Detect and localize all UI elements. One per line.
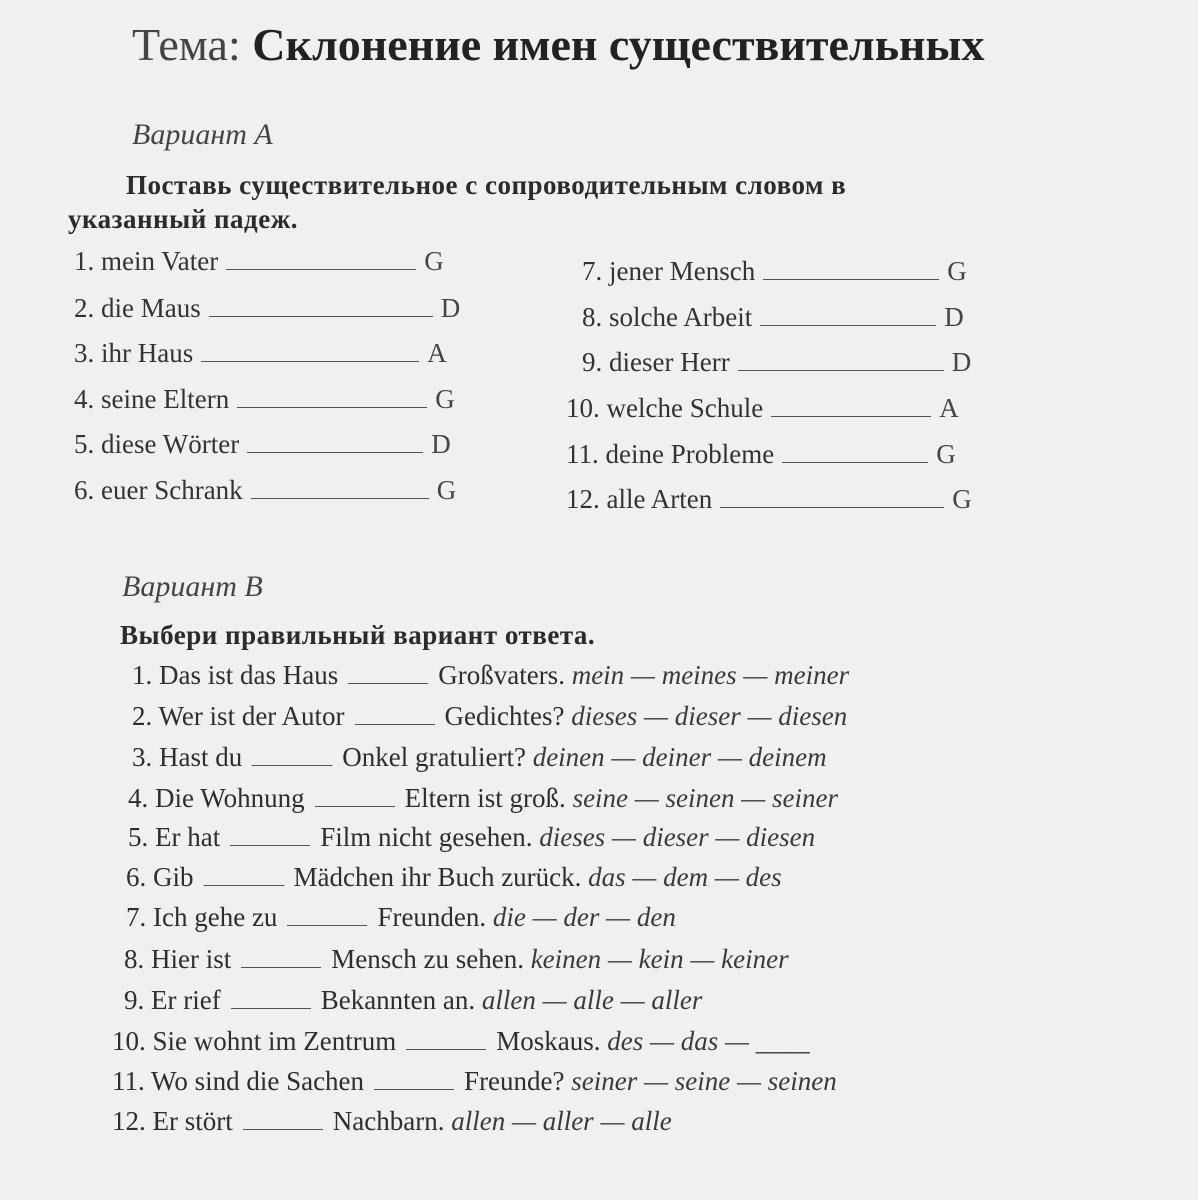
exercise-b-item [126, 862, 782, 893]
item-text: 4. seine Eltern [74, 384, 230, 414]
answer-options: seiner — seine — seinen [571, 1066, 837, 1096]
answer-blank[interactable] [251, 476, 429, 499]
exercise-a-item [566, 439, 956, 470]
exercise-a-item [74, 384, 455, 415]
case-label: D [431, 429, 451, 459]
exercise-a-item [74, 338, 447, 369]
title-label: Тема: [132, 19, 241, 70]
answer-blank[interactable] [241, 947, 321, 968]
answer-blank[interactable] [406, 1029, 486, 1050]
answer-blank[interactable] [230, 825, 310, 846]
exercise-a-item [566, 393, 959, 424]
answer-options: deinen — deiner — deinem [532, 742, 827, 772]
variant-b-instruction: Выбери правильный вариант ответа. [120, 620, 596, 650]
question-start: 11. Wo sind die Sachen [112, 1066, 365, 1096]
exercise-b-item [132, 742, 827, 773]
question-start: 7. Ich gehe zu [126, 902, 278, 932]
answer-blank[interactable] [204, 865, 284, 886]
item-text: 8. solche Arbeit [582, 302, 753, 332]
question-start: 3. Hast du [132, 742, 243, 772]
exercise-a-item [566, 484, 972, 515]
case-label: G [947, 256, 967, 286]
case-label: G [952, 484, 972, 514]
question-end: Onkel gratuliert? [342, 742, 526, 772]
question-start: 4. Die Wohnung [128, 783, 305, 813]
variant-a-heading: Вариант А [132, 118, 273, 151]
exercise-b-item [124, 944, 789, 975]
question-end: Freunde? [464, 1066, 565, 1096]
question-end: Nachbarn. [332, 1106, 445, 1136]
answer-options: seine — seinen — seiner [572, 783, 839, 813]
exercise-b-item [112, 1106, 672, 1137]
item-text: 3. ihr Haus [74, 338, 194, 368]
answer-blank[interactable] [201, 339, 419, 362]
question-end: Mensch zu sehen. [331, 944, 524, 974]
answer-options: die — der — den [492, 902, 676, 932]
page-title [132, 18, 984, 71]
answer-blank[interactable] [237, 385, 427, 408]
item-text: 5. diese Wörter [74, 429, 240, 459]
question-start: 5. Er hat [128, 822, 221, 852]
exercise-a-item [582, 302, 964, 333]
answer-options: mein — meines — meiner [571, 660, 850, 690]
exercise-b-item [126, 902, 676, 933]
item-text: 1. mein Vater [74, 246, 219, 276]
exercise-b-item [112, 1066, 837, 1097]
answer-options: dieses — dieser — diesen [571, 701, 848, 731]
answer-blank[interactable] [355, 704, 435, 725]
case-label: G [936, 439, 956, 469]
variant-a-instruction-line2: указанный падеж. [68, 204, 299, 234]
question-start: 10. Sie wohnt im Zentrum [112, 1026, 397, 1056]
item-text: 12. alle Arten [566, 484, 713, 514]
exercise-a-item [74, 475, 456, 506]
exercise-b-item [112, 1026, 810, 1057]
item-text: 10. welche Schule [566, 393, 764, 423]
answer-blank[interactable] [771, 394, 931, 417]
question-end: Mädchen ihr Buch zurück. [293, 862, 582, 892]
answer-blank[interactable] [231, 988, 311, 1009]
question-start: 8. Hier ist [124, 944, 232, 974]
answer-blank[interactable] [760, 303, 936, 326]
exercise-a-item [74, 429, 451, 460]
case-label: G [436, 475, 457, 505]
answer-blank[interactable] [763, 257, 939, 280]
exercise-a-item [74, 246, 444, 277]
item-text: 7. jener Mensch [582, 256, 756, 286]
case-label: D [944, 302, 964, 332]
answer-blank[interactable] [782, 440, 928, 463]
question-start: 6. Gib [126, 862, 194, 892]
exercise-b-item [132, 660, 849, 691]
answer-blank[interactable] [720, 485, 944, 508]
question-end: Bekannten an. [320, 985, 476, 1015]
exercise-b-item [132, 701, 847, 732]
exercise-b-item [128, 822, 815, 853]
answer-options: des — das — ____ [607, 1026, 810, 1056]
answer-blank[interactable] [243, 1109, 323, 1130]
item-text: 9. dieser Herr [582, 347, 730, 377]
answer-blank[interactable] [287, 905, 367, 926]
question-end: Gedichtes? [444, 701, 565, 731]
question-start: 1. Das ist das Haus [132, 660, 339, 690]
variant-b-heading: Вариант В [122, 570, 263, 603]
question-start: 12. Er stört [112, 1106, 233, 1136]
question-start: 2. Wer ist der Autor [132, 701, 345, 731]
question-end: Großvaters. [438, 660, 565, 690]
question-end: Eltern ist groß. [404, 783, 566, 813]
exercise-b-item [124, 985, 702, 1016]
question-end: Moskaus. [496, 1026, 601, 1056]
case-label: D [440, 293, 461, 323]
answer-blank[interactable] [226, 247, 416, 270]
answer-options: allen — aller — alle [451, 1106, 672, 1136]
question-start: 9. Er rief [124, 985, 221, 1015]
question-end: Film nicht gesehen. [320, 822, 533, 852]
question-end: Freunden. [377, 902, 487, 932]
case-label: A [427, 338, 447, 368]
exercise-a-item [74, 293, 460, 324]
answer-blank[interactable] [247, 430, 423, 453]
item-text: 2. die Maus [74, 293, 201, 323]
answer-blank[interactable] [252, 745, 332, 766]
item-text: 11. deine Probleme [566, 439, 775, 469]
case-label: G [435, 384, 455, 414]
case-label: D [951, 347, 972, 377]
case-label: G [424, 246, 444, 276]
answer-options: keinen — kein — keiner [530, 944, 789, 974]
case-label: A [939, 393, 959, 423]
answer-blank[interactable] [374, 1069, 454, 1090]
answer-blank[interactable] [315, 786, 395, 807]
answer-blank[interactable] [738, 348, 944, 371]
title-subject: Склонение имен существительных [252, 19, 985, 70]
answer-blank[interactable] [209, 294, 433, 317]
exercise-a-item [582, 347, 971, 378]
answer-options: das — dem — des [588, 862, 782, 892]
answer-options: dieses — dieser — diesen [539, 822, 816, 852]
exercise-a-item [582, 256, 967, 287]
item-text: 6. euer Schrank [74, 475, 243, 505]
answer-options: allen — alle — aller [481, 985, 703, 1015]
variant-a-instruction-line1: Поставь существительное с сопроводительным словом в [126, 170, 847, 200]
answer-blank[interactable] [348, 663, 428, 684]
exercise-b-item [128, 783, 838, 814]
